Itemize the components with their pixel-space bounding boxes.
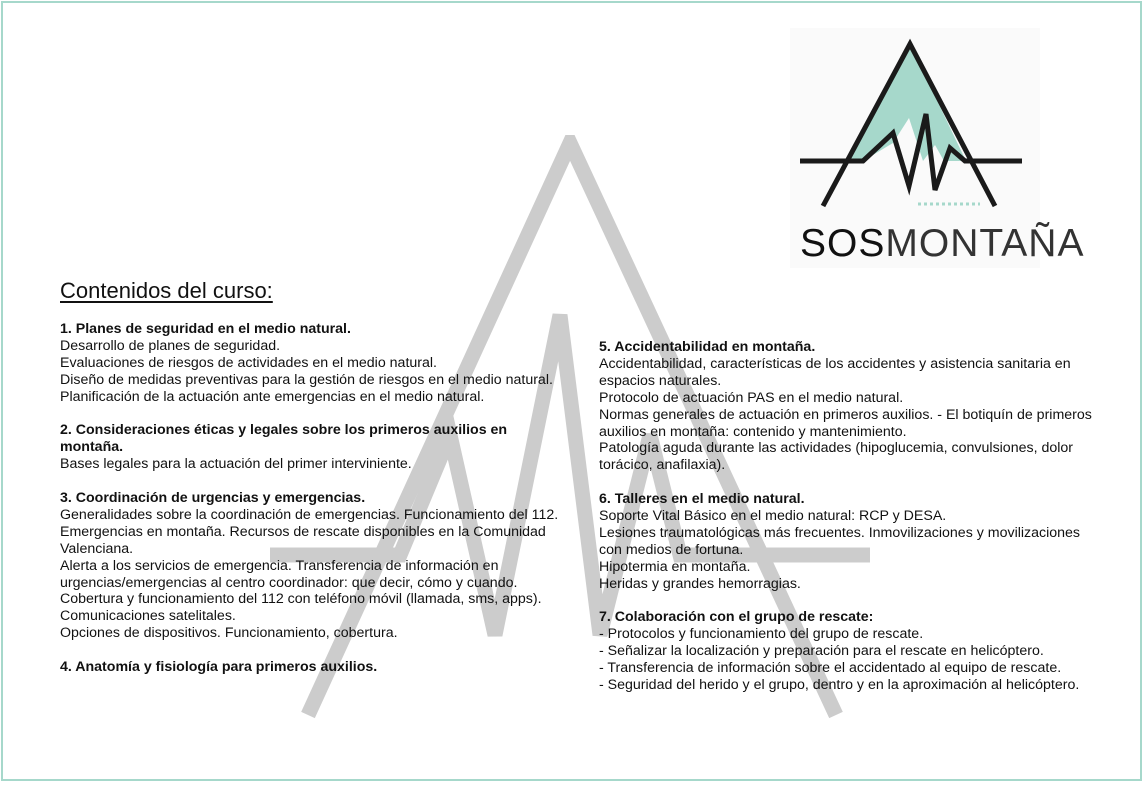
course-section (60, 659, 560, 676)
section-line: Bases legales para la actuación del primer interviniente. (60, 456, 412, 473)
section-line: Planificación de la actuación ante emergencias en el medio natural. (60, 388, 485, 405)
section-line: Opciones de dispositivos. Funcionamiento, cobertura. (60, 625, 398, 642)
section-line: Lesiones traumatológicas más frecuentes. Inmovilizaciones y movilizaciones con medios de fortuna. (599, 524, 1081, 558)
course-section (599, 491, 1104, 592)
section-title: 2. Consideraciones éticas y legales sobre los primeros auxilios en montaña. (60, 422, 508, 456)
section-line: Desarrollo de planes de seguridad. (60, 337, 281, 354)
section-title: 3. Coordinación de urgencias y emergencias. (60, 490, 366, 507)
section-line: - Protocolos y funcionamiento del grupo de rescate. (599, 626, 924, 643)
section-line: Alerta a los servicios de emergencia. Transferencia de información en urgencias/emergencias al centro coordinador: que decir, cómo y cuando. (60, 557, 518, 591)
course-section (599, 609, 1104, 694)
section-line: - Seguridad del herido y el grupo, dentro y en la aproximación al helicóptero. (599, 677, 1080, 694)
section-title: 5. Accidentabilidad en montaña. (599, 339, 816, 355)
course-section (599, 339, 1104, 474)
section-line: Hipotermia en montaña. (599, 558, 751, 575)
section-line: Evaluaciones de riesgos de actividades en el medio natural. (60, 354, 437, 371)
section-line: - Señalizar la localización y preparación para el rescate en helicóptero. (599, 643, 1044, 660)
section-line: Accidentabilidad, características de los accidentes y asistencia sanitaria en espacios naturales. (599, 355, 1071, 389)
course-section (60, 490, 560, 642)
section-line: Generalidades sobre la coordinación de emergencias. Funcionamiento del 112. Emergencias en montaña. Recursos de rescate disponibles en la Comunidad Valenciana. (60, 506, 559, 557)
section-title: 4. Anatomía y fisiología para primeros auxilios. (60, 659, 378, 676)
mountain-logo-icon (790, 28, 1040, 218)
left-column (60, 321, 560, 693)
section-line: Normas generales de actuación en primeros auxilios. - El botiquín de primeros auxilios en montaña: contenido y mantenimiento. (599, 406, 1092, 440)
section-line: Protocolo de actuación PAS en el medio natural. (599, 389, 904, 406)
logo-wordmark (800, 224, 1084, 263)
logo-wordmark-montana: MONTAÑA (885, 222, 1085, 265)
section-line: Cobertura y funcionamiento del 112 con teléfono móvil (llamada, sms, apps). (60, 591, 542, 608)
logo-wordmark-sos: SOS (800, 222, 886, 265)
page-title: Contenidos del curso: (60, 278, 273, 303)
section-line: Heridas y grandes hemorragias. (599, 575, 801, 592)
sos-montana-logo (790, 28, 1085, 268)
course-section (60, 422, 560, 473)
section-title: 6. Talleres en el medio natural. (599, 491, 805, 508)
section-line: - Transferencia de información sobre el accidentado al equipo de rescate. (599, 660, 1062, 677)
section-line: Comunicaciones satelitales. (60, 608, 236, 625)
section-line: Diseño de medidas preventivas para la gestión de riesgos en el medio natural. (60, 371, 553, 388)
course-section (60, 321, 560, 406)
section-title: 7. Colaboración con el grupo de rescate: (599, 609, 874, 626)
section-title: 1. Planes de seguridad en el medio natural. (60, 321, 351, 337)
section-line: Patología aguda durante las actividades (hipoglucemia, convulsiones, dolor torácico, anafilaxia). (599, 440, 1074, 474)
right-column (599, 339, 1104, 711)
section-line: Soporte Vital Básico en el medio natural: RCP y DESA. (599, 508, 947, 525)
